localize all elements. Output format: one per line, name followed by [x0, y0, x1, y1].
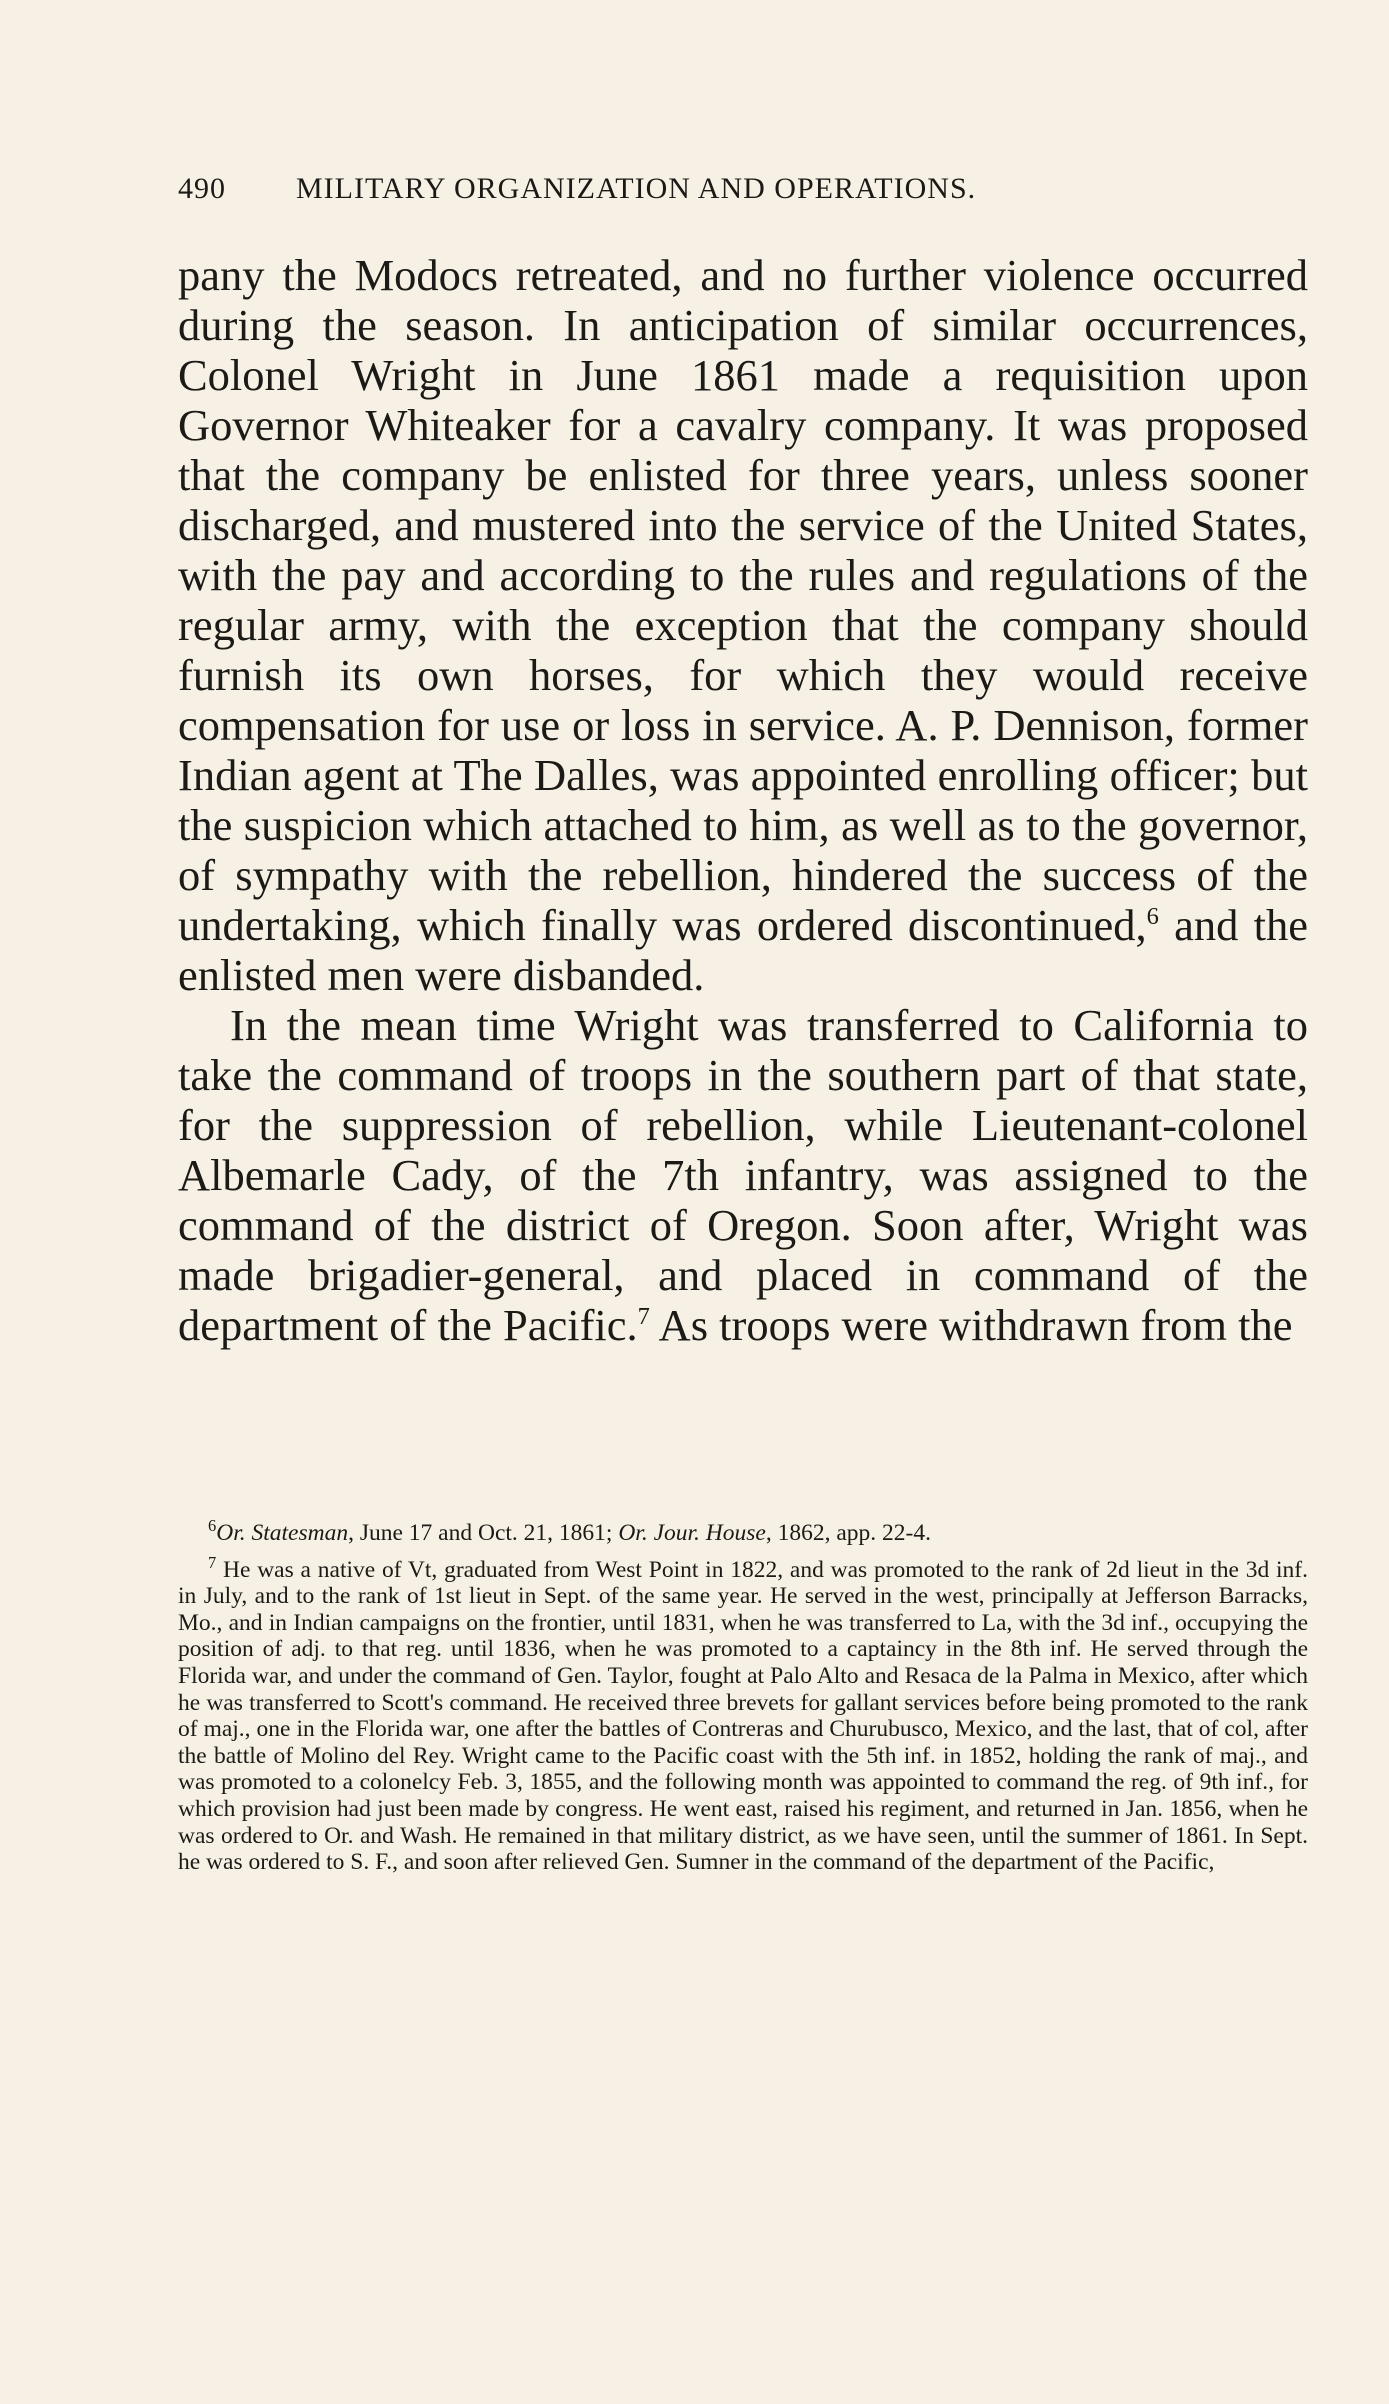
running-header	[178, 172, 1158, 206]
footnote-6-text-1: , June 17 and Oct. 21, 1861;	[348, 1520, 619, 1546]
footnote-6	[178, 1516, 1308, 1547]
footnote-6-source-1: Or. Statesman	[216, 1520, 349, 1546]
footnote-7-text: He was a native of Vt, graduated from West Point in 1822, and was promoted to the rank of 2d lieut in the 3d inf. in July, and to the rank of 1st lieut in Sept. of the same year. He served in the west, principally at Jefferson Barracks, Mo., and in Indian campaigns on the frontier, until 1831, when he was transferred to La, with the 3d inf., occupying the position of adj. to that reg. until 1836, when he was promoted to a captaincy in the 8th inf. He served through the Florida war, and under the command of Gen. Taylor, fought at Palo Alto and Resaca de la Palma in Mexico, after which he was transferred to Scott's command. He received three brevets for gallant services before being promoted to the rank of maj., one in the Florida war, one after the battles of Contreras and Churubusco, Mexico, and the last, that of col, after the battle of Molino del Rey. Wright came to the Pacific coast with the 5th inf. in 1852, holding the rank of maj., and was promoted to a colonelcy Feb. 3, 1855, and the following month was appointed to command the reg. of 9th inf., for which provision had just been made by congress. He went east, raised his regiment, and returned in Jan. 1856, when he was ordered to Or. and Wash. He remained in that military district, as we have seen, until the summer of 1861. In Sept. he was ordered to S. F., and soon after relieved Gen. Sumner in the command of the department of the Pacific,	[178, 1556, 1308, 1876]
running-title: MILITARY ORGANIZATION AND OPERATIONS.	[296, 172, 977, 205]
footnote-6-marker: 6	[208, 1516, 217, 1536]
paragraph-1	[178, 250, 1308, 1000]
paragraph-1-text: pany the Modocs retreated, and no further violence occurred during the season. In anticipation of similar occurrences, Colonel Wright in June 1861 made a requisition upon Governor Whiteaker for a cavalry company. It was proposed that the company be enlisted for three years, unless sooner discharged, and mustered into the service of the United States, with the pay and according to the rules and regulations of the regular army, with the exception that the company should furnish its own horses, for which they would receive compensation for use or loss in service. A. P. Dennison, former Indian agent at The Dalles, was appointed enrolling officer; but the suspicion which attached to him, as well as to the governor, of sympathy with the rebellion, hindered the success of the undertaking, which finally was ordered discontinued,	[178, 250, 1308, 950]
footnote-7-marker: 7	[208, 1552, 217, 1572]
footnote-6-text-2: , 1862, app. 22-4.	[765, 1520, 931, 1546]
main-text	[178, 250, 1308, 1350]
footnote-ref-7: 7	[637, 1303, 650, 1331]
footnote-7	[178, 1552, 1308, 1876]
footnotes	[178, 1516, 1308, 1876]
footnote-ref-6: 6	[1146, 903, 1159, 931]
footnote-6-source-2: Or. Jour. House	[618, 1520, 766, 1546]
paragraph-2	[178, 1000, 1308, 1350]
paragraph-2-text-end: As troops were withdrawn from the	[649, 1300, 1293, 1350]
paragraph-1-text-end: and the enlisted men were disbanded.	[178, 900, 1308, 1000]
page-number: 490	[178, 172, 226, 205]
paragraph-2-text: In the mean time Wright was transferred to California to take the command of troops in the southern part of that state, for the suppression of rebellion, while Lieutenant-colonel Albemarle Cady, of the 7th infantry, was assigned to the command of the district of Oregon. Soon after, Wright was made brigadier-general, and placed in command of the department of the Pacific.	[178, 1000, 1308, 1350]
